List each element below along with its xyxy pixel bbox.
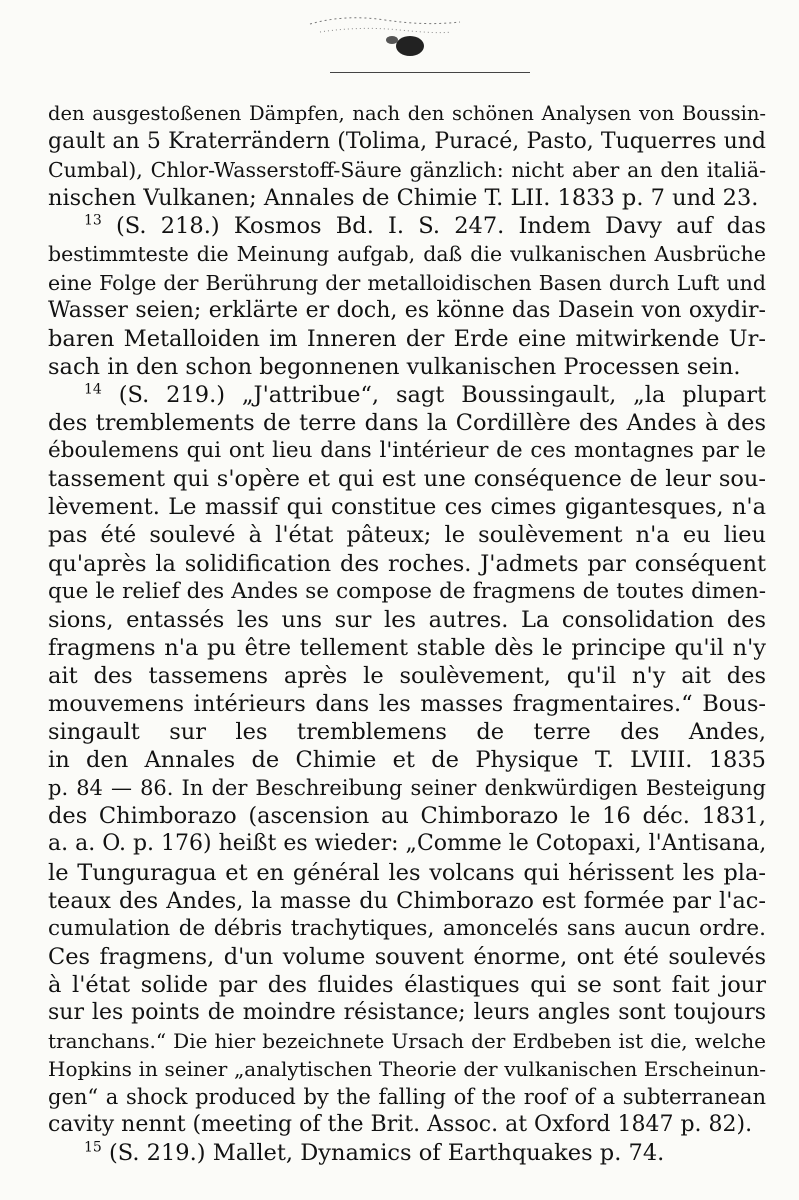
text-line: des tremblements de terre dans la Cordillère des Andes à des	[48, 410, 766, 437]
text-line: des Chimborazo (ascension au Chimborazo le 16 déc. 1831,	[48, 803, 766, 830]
text-line: cumulation de débris trachytiques, amoncelés sans aucun ordre.	[48, 915, 766, 941]
text-line: Cumbal), Chlor-Wasserstoff-Säure gänzlich: nicht aber an den italiä-	[48, 158, 766, 183]
text-line: mouvemens intérieurs dans les masses fragmentaires.“ Bous-	[48, 690, 766, 717]
text-line: Hopkins in seiner „analytischen Theorie der vulkanischen Erscheinun-	[48, 1057, 766, 1082]
text-line: Wasser seien; erklärte er doch, es könne das Dasein von oxydir-	[48, 297, 766, 323]
text-line: a. a. O. p. 176) heißt es wieder: „Comme le Cotopaxi, l'Antisana,	[48, 831, 766, 857]
text-line: gen“ a shock produced by the falling of the roof of a subterranean	[48, 1085, 766, 1110]
text-line: singault sur les tremblemens de terre des Andes,	[48, 719, 766, 746]
header-ornament	[300, 10, 470, 58]
text-line: tranchans.“ Die hier bezeichnete Ursach der Erdbeben ist die, welche	[48, 1029, 766, 1054]
text-line: (S. 219.) „J'attribue“, sagt Boussingault, „la plupart	[118, 381, 766, 408]
text-line: eine Folge der Berührung der metalloidischen Basen durch Luft und	[48, 270, 766, 295]
text-line: que le relief des Andes se compose de fragmens de toutes dimen-	[48, 578, 766, 604]
text-line: qu'après la solidification des roches. J'admets par conséquent	[48, 550, 766, 577]
footnote-number: 14	[84, 381, 102, 398]
text-line: bestimmteste die Meinung aufgab, daß die vulkanischen Ausbrüche	[48, 242, 766, 267]
text-line: sions, entassés les uns sur les autres. La consolidation des	[48, 606, 766, 633]
text-line: (S. 218.) Kosmos Bd. I. S. 247. Indem Davy auf das	[116, 213, 766, 240]
text-line: tassement qui s'opère et qui est une conséquence de leur sou-	[48, 466, 766, 493]
text-line: den ausgestoßenen Dämpfen, nach den schönen Analysen von Boussin-	[48, 102, 766, 125]
text-line: sach in den schon begonnenen vulkanischen Processen sein.	[48, 353, 741, 380]
text-line: nischen Vulkanen; Annales de Chimie T. LII. 1833 p. 7 und 23.	[48, 185, 759, 212]
body-text	[48, 100, 766, 1168]
text-line: le Tunguragua et en général les volcans qui hérissent les pla-	[48, 859, 766, 886]
text-line: cavity nennt (meeting of the Brit. Assoc. at Oxford 1847 p. 82).	[48, 1112, 753, 1138]
text-line: pas été soulevé à l'état pâteux; le soulèvement n'a eu lieu	[48, 522, 766, 549]
text-line: p. 84 — 86. In der Beschreibung seiner denkwürdigen Besteigung	[48, 776, 766, 801]
text-line: lèvement. Le massif qui constitue ces cimes gigantesques, n'a	[48, 494, 766, 521]
text-line: sur les points de moindre résistance; leurs angles sont toujours	[48, 1000, 766, 1025]
header-rule	[330, 72, 530, 73]
text-line: (S. 219.) Mallet, Dynamics of Earthquakes p. 74.	[108, 1140, 665, 1167]
text-line: teaux des Andes, la masse du Chimborazo est formée par l'ac-	[48, 887, 766, 914]
text-line: Ces fragmens, d'un volume souvent énorme, ont été soulevés	[48, 943, 766, 970]
text-line: à l'état solide par des fluides élastiques qui se sont fait jour	[48, 971, 766, 998]
footnote-number: 13	[84, 212, 102, 229]
text-line: in den Annales de Chimie et de Physique T. LVIII. 1835	[48, 747, 766, 774]
text-line: baren Metalloiden im Inneren der Erde eine mitwirkende Ur-	[48, 325, 766, 352]
text-line: fragmens n'a pu être tellement stable dès le principe qu'il n'y	[48, 634, 766, 661]
footnote-14-line	[48, 381, 766, 409]
text-line: éboulemens qui ont lieu dans l'intérieur de ces montagnes par le	[48, 438, 766, 464]
text-line: ait des tassemens après le soulèvement, qu'il n'y ait des	[48, 662, 766, 689]
text-line: gault an 5 Kraterrändern (Tolima, Puracé, Pasto, Tuquerres und	[48, 129, 766, 155]
footnote-number: 15	[84, 1139, 102, 1156]
footnote-13-line	[48, 212, 766, 240]
footnote-15-line	[48, 1139, 766, 1167]
